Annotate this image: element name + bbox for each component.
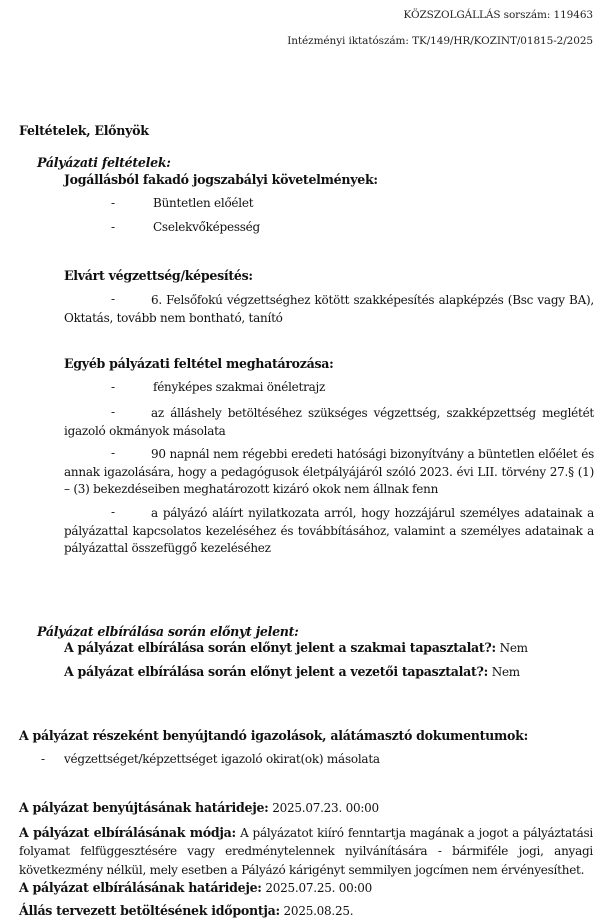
bullet-dash: - [111, 220, 115, 234]
evaluation-method [19, 824, 593, 879]
advantage-label: A pályázat elbírálása során előnyt jelent a vezetői tapasztalat?: [64, 664, 488, 679]
education-title: Elvárt végzettség/képesítés: [64, 268, 253, 283]
planned-start-date-label: Állás tervezett betöltésének időpontja: [19, 903, 280, 918]
other-condition-item: az álláshely betöltéséhez szükséges végzettség, szakképzettség meglétét igazoló okmányok másolata [64, 406, 594, 438]
serial-number: KÖZSZOLGÁLLÁS sorszám: 119463 [403, 9, 593, 21]
evaluation-deadline [19, 880, 372, 895]
evaluation-deadline-label: A pályázat elbírálásának határideje: [19, 880, 262, 895]
section-title: Feltételek, Előnyök [19, 123, 149, 138]
other-condition-item: fényképes szakmai önéletrajz [153, 380, 326, 394]
advantage-item [64, 664, 520, 679]
bullet-dash: - [111, 380, 115, 394]
advantage-item [64, 640, 528, 655]
evaluation-method-value: A pályázatot kiíró fenntartja magának a jogot a pályáztatási folyamat felfüggesztésére vagy eredménytelennek nyilvánítására - bármiféle jogi, anyagi következmény nélkül, mely esetben a Pályázó kárigényt semmilyen jogcímen nem érvényesíthet. [19, 826, 593, 877]
submission-deadline-label: A pályázat benyújtásának határideje: [19, 800, 269, 815]
submission-deadline-value: 2025.07.23. 00:00 [272, 801, 379, 815]
advantages-title: Pályázat elbírálása során előnyt jelent: [37, 624, 299, 639]
other-condition-item: a pályázó aláírt nyilatkozata arról, hogy hozzájárul személyes adatainak a pályázattal kapcsolatos kezeléséhez és továbbításához, valamint a személyes adatainak a pályázattal összefüggő kezeléséhez [64, 506, 594, 555]
planned-start-date-value: 2025.08.25. [283, 904, 354, 918]
registry-number: Intézményi iktatószám: TK/149/HR/KOZINT/01815-2/2025 [287, 35, 593, 47]
advantage-value: Nem [491, 665, 520, 679]
bullet-dash: - [111, 446, 115, 460]
documents-title: A pályázat részeként benyújtandó igazolások, alátámasztó dokumentumok: [19, 728, 528, 743]
evaluation-deadline-value: 2025.07.25. 00:00 [265, 881, 373, 895]
bullet-dash: - [41, 752, 45, 766]
bullet-dash: - [111, 405, 115, 419]
document-item: végzettséget/képzettséget igazoló okirat(ok) másolata [64, 752, 380, 766]
planned-start-date [19, 903, 353, 918]
submission-deadline [19, 800, 379, 815]
bullet-dash: - [111, 505, 115, 519]
other-conditions-title: Egyéb pályázati feltétel meghatározása: [64, 356, 334, 371]
advantage-value: Nem [499, 641, 528, 655]
legal-item: Büntetlen előélet [153, 196, 254, 210]
education-item: 6. Felsőfokú végzettséghez kötött szakképesítés alapképzés (Bsc vagy BA), Oktatás, tovább nem bontható, tanító [64, 293, 594, 325]
legal-item: Cselekvőképesség [153, 220, 260, 234]
evaluation-method-label: A pályázat elbírálásának módja: [19, 825, 236, 840]
bullet-dash: - [111, 196, 115, 210]
other-condition-item: 90 napnál nem régebbi eredeti hatósági bizonyítvány a büntetlen előélet és annak igazolására, hogy a pedagógusok életpályájáról szóló 2023. évi LII. törvény 27.§ (1) – (3) bekezdéseiben meghatározott kizáró okok nem állnak fenn [64, 447, 594, 496]
bullet-dash: - [111, 292, 115, 306]
advantage-label: A pályázat elbírálása során előnyt jelent a szakmai tapasztalat?: [64, 640, 496, 655]
legal-requirements-title: Jogállásból fakadó jogszabályi követelmények: [64, 172, 378, 187]
conditions-title: Pályázati feltételek: [37, 155, 171, 170]
